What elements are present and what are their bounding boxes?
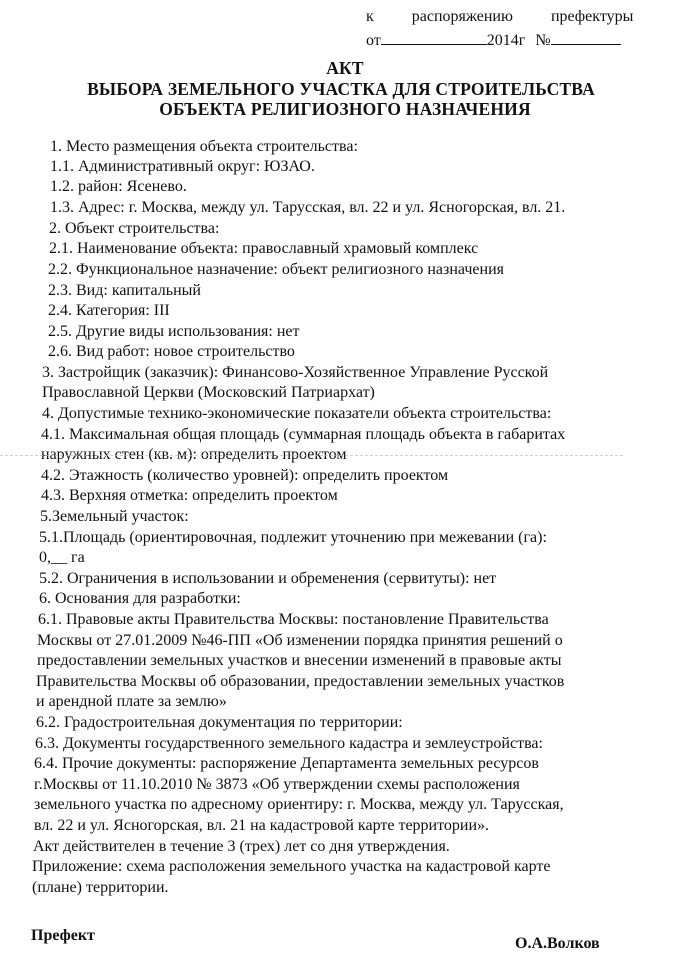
signatory-position: Префект [31,927,95,944]
act-title: АКТ [326,58,364,78]
order-word-prefecture: префектуры [550,8,634,25]
scan-fold-line [0,455,623,456]
order-reference-line [366,8,633,26]
act-subtitle-line-1: ВЫБОРА ЗЕМЕЛЬНОГО УЧАСТКА ДЛЯ СТРОИТЕЛЬСТВА [87,79,595,99]
text-line: 2.3. Вид: капитальный [48,282,201,299]
text-line: 2.5. Другие виды использования: нет [48,323,300,340]
order-date-line [366,30,621,50]
text-line: наружных стен (кв. м): определить проектом [41,446,347,463]
text-line: 6.2. Градостроительная документация по территории: [36,714,403,731]
year-label: 2014г [486,32,526,49]
text-line: 2.1. Наименование объекта: православный храмовый комплекс [49,240,479,257]
text-line: 5.1.Площадь (ориентировочная, подлежит уточнению при межевании (га): [39,529,547,546]
text-line: 2.4. Категория: III [48,302,170,319]
text-line: 4.3. Верхняя отметка: определить проектом [41,487,338,504]
text-line: 2. Объект строительства: [49,220,220,237]
text-line: 5.Земельный участок: [40,508,189,525]
text-line: Акт действителен в течение 3 (трех) лет со дня утверждения. [33,838,450,855]
text-line: 1.3. Адрес: г. Москва, между ул. Тарусская, вл. 22 и ул. Ясногорская, вл. 21. [50,199,566,216]
text-line: 4. Допустимые технико-экономические показатели объекта строительства: [42,405,552,422]
text-line: вл. 22 и ул. Ясногорская, вл. 21 на кадастровой карте территории». [34,817,490,834]
date-blank [381,30,487,45]
number-blank [551,30,621,45]
text-line: 2.6. Вид работ: новое строительство [48,343,295,360]
text-line: Православной Церкви (Московский Патриархат) [42,384,375,401]
number-label: № [535,32,551,49]
text-line: 6.4. Прочие документы: распоряжение Департамента земельных ресурсов [34,755,539,772]
text-line: 1. Место размещения объекта строительства: [50,138,358,155]
act-subtitle-line-2: ОБЪЕКТА РЕЛИГИОЗНОГО НАЗНАЧЕНИЯ [159,99,531,119]
order-word-order: распоряжению [411,8,513,25]
text-line: 0,__ га [39,549,85,566]
text-line: 1.1. Административный округ: ЮЗАО. [50,158,315,175]
text-line: и арендной плате за землю» [36,693,227,710]
text-line: Москвы от 27.01.2009 №46-ПП «Об изменении порядка принятия решений о [37,632,563,649]
text-line: г.Москвы от 11.10.2010 № 3873 «Об утверждении схемы расположения [34,776,520,793]
text-line: 4.1. Максимальная общая площадь (суммарная площадь объекта в габаритах [41,426,566,443]
text-line: 5.2. Ограничения в использовании и обременения (сервитуты): нет [39,570,497,587]
text-line: 1.2. район: Ясенево. [50,178,187,195]
text-line: 6.3. Документы государственного земельного кадастра и землеустройства: [35,735,543,752]
text-line: 6.1. Правовые акты Правительства Москвы: постановление Правительства [38,611,549,628]
text-line: 4.2. Этажность (количество уровней): определить проектом [41,467,449,484]
text-line: 2.2. Функциональное назначение: объект религиозного назначения [48,261,505,278]
text-line: 6. Основания для разработки: [39,590,241,607]
text-line: (плане) территории. [32,879,169,896]
order-word-to: к [366,8,374,25]
text-line: 3. Застройщик (заказчик): Финансово-Хозяйственное Управление Русской [42,364,549,381]
text-line: Правительства Москвы об образовании, предоставлении земельных участков [36,673,565,690]
signatory-name: О.А.Волков [515,935,600,952]
text-line: предоставлении земельных участков и внесении изменений в правовые акты [37,652,562,669]
text-line: Приложение: схема расположения земельного участка на кадастровой карте [32,858,551,875]
text-line: земельного участка по адресному ориентиру: г. Москва, между ул. Тарусская, [34,796,564,813]
from-label: от [366,32,381,49]
